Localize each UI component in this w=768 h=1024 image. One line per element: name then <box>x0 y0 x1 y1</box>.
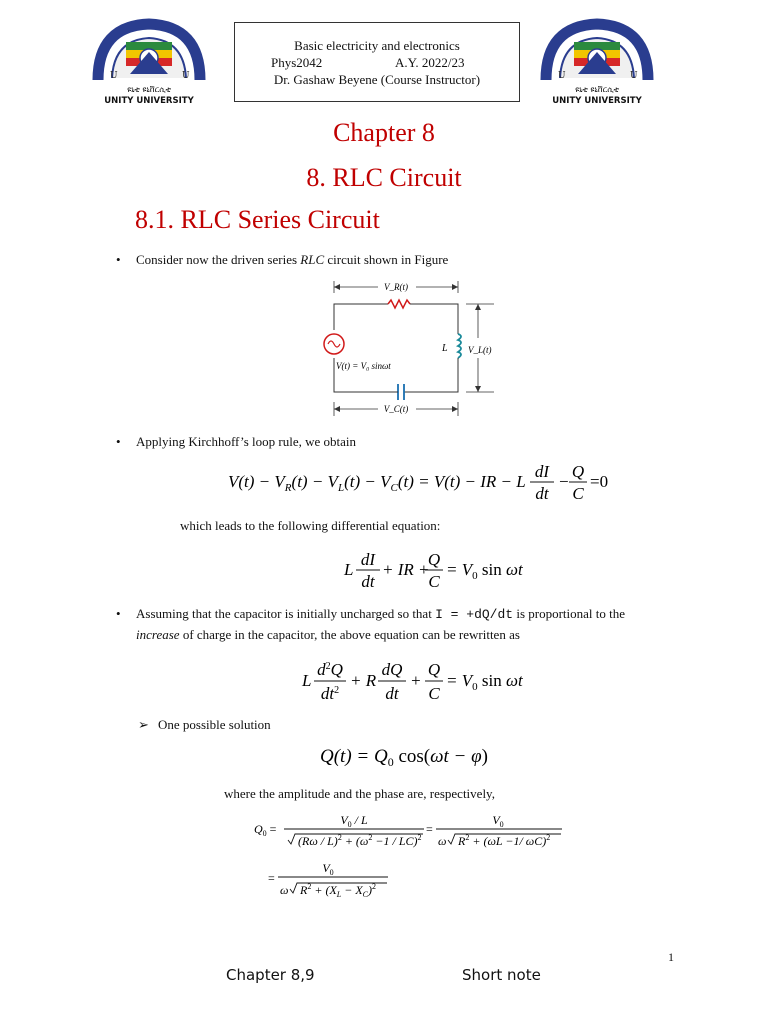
vc-label: V_C(t) <box>383 404 409 414</box>
svg-text:dI: dI <box>534 462 550 481</box>
bullet-icon: • <box>116 434 121 449</box>
bullet-emphasis: RLC <box>300 252 325 267</box>
amplitude-equation <box>250 810 570 904</box>
svg-text:+: + <box>410 671 422 690</box>
svg-text:ዩኒቲ ዩኒቨርሲቲ: ዩኒቲ ዩኒቨርሲቲ <box>575 85 619 94</box>
differential-equation <box>342 546 532 592</box>
svg-text:L: L <box>344 560 354 579</box>
bullet-consider <box>116 250 449 270</box>
resistor-icon <box>388 300 410 308</box>
bullet-text: One possible solution <box>158 717 271 732</box>
svg-text:=: = <box>268 871 275 885</box>
sub-bullet-solution <box>138 715 271 735</box>
svg-text:C: C <box>428 572 440 591</box>
svg-text:+ R: + R <box>350 671 377 690</box>
svg-text:=0: =0 <box>590 472 609 491</box>
chapter-title: 8. RLC Circuit <box>306 163 462 192</box>
course-title: Basic electricity and electronics <box>294 38 460 53</box>
svg-text:Q: Q <box>427 550 441 569</box>
charge-equation <box>300 656 530 706</box>
svg-text:V0: $V_0$ <box>322 861 334 877</box>
course-code: Phys2042 <box>271 55 323 70</box>
vr-label: V_R(t) <box>384 282 408 292</box>
svg-text:Q: Q <box>427 660 441 679</box>
svg-text:= V0 sin ωt: = $V_0$ sin ωt <box>446 671 523 693</box>
svg-text:U: U <box>630 71 638 81</box>
svg-text:UNITY UNIVERSITY: UNITY UNIVERSITY <box>552 96 642 106</box>
page-number: 1 <box>668 950 674 964</box>
svg-text:U: U <box>558 71 566 81</box>
section-heading: 8.1. RLC Series Circuit <box>135 205 380 234</box>
course-instructor: Dr. Gashaw Beyene (Course Instructor) <box>273 72 481 87</box>
university-seal-icon <box>90 18 208 110</box>
kirchhoff-equation <box>224 458 609 504</box>
svg-text:dt: dt <box>535 484 549 503</box>
svg-text:dI: dI <box>360 550 376 569</box>
solution-equation <box>318 738 488 772</box>
bullet-text: Assuming that the capacitor is initially uncharged so that <box>136 606 436 621</box>
svg-text:V0: $V_0$ <box>492 813 504 829</box>
inductor-icon <box>458 334 461 358</box>
bullet-text: of charge in the capacitor, the above equation can be rewritten as <box>179 627 520 642</box>
chapter-heading: Chapter 8 <box>333 118 435 147</box>
svg-text:−: − <box>558 472 570 491</box>
university-seal-icon <box>538 18 656 110</box>
bullet-icon: • <box>116 252 121 267</box>
svg-text:dQ: dQ <box>381 660 403 679</box>
svg-text:C: C <box>572 484 584 503</box>
svg-text:dt: dt <box>385 684 399 703</box>
course-header-box <box>234 22 520 102</box>
svg-text:Q: Q <box>571 462 585 481</box>
university-logo-left <box>90 18 208 110</box>
bullet-text: Applying Kirchhoff’s loop rule, we obtain <box>136 434 356 449</box>
vl-label: V_L(t) <box>468 345 492 355</box>
svg-text:UNITY UNIVERSITY: UNITY UNIVERSITY <box>104 96 194 106</box>
footer-note: Short note <box>462 966 541 984</box>
svg-text:dt2: $dt^2$ <box>320 684 340 703</box>
bullet-kirchhoff <box>116 432 356 452</box>
bullet-text: Consider now the driven series <box>136 252 301 267</box>
academic-year: A.Y. 2022/23 <box>395 55 465 70</box>
inline-formula: I = +dQ/dt <box>435 607 514 622</box>
svg-text:+ IR +: + IR + <box>382 560 430 579</box>
svg-text:U: U <box>182 71 190 81</box>
rlc-circuit-diagram <box>318 278 498 418</box>
arrow-bullet-icon: ➢ <box>138 717 149 732</box>
source-label: V(t) = V₀ sinωt <box>336 361 391 371</box>
svg-text:dt: dt <box>361 572 375 591</box>
bullet-assumption <box>116 604 696 645</box>
inductor-label: L <box>442 343 448 354</box>
svg-text:L: L <box>302 671 312 690</box>
amplitude-text: where the amplitude and the phase are, respectively, <box>224 786 495 801</box>
footer-chapter: Chapter 8,9 <box>226 966 315 984</box>
svg-text:V0 / L: $V_0$ / L <box>340 813 368 829</box>
svg-text:R2 + (ωL −1/ ωC)2: $R^2 + (\omega L -1/$ ωC)$^2$ <box>458 833 551 848</box>
svg-text:U: U <box>110 71 118 81</box>
leads-text: which leads to the following differential equation: <box>180 518 441 533</box>
svg-text:C: C <box>428 684 440 703</box>
svg-text:ω: ω <box>280 883 289 897</box>
svg-text:V(t) − VR(t) − VL(t) − VC(t) =: $V(t) - V_R(t) - V_L(t) - V_C(t) = V(t)$ − IR − L <box>228 472 526 494</box>
svg-text:= V0 sin ωt: = $V_0$ sin ωt <box>446 560 523 582</box>
bullet-text: circuit shown in Figure <box>324 252 449 267</box>
svg-text:=: = <box>426 822 433 836</box>
svg-text:(Rω / L)2 + (ω2 −1 / LC)2: $(R\omega / L)^2 + (\omega^2 -1 / LC)^2$ <box>298 833 422 848</box>
bullet-icon: • <box>116 606 121 621</box>
course-meta-row <box>235 54 519 71</box>
bullet-text: is proportional to the <box>513 606 626 621</box>
university-logo-right <box>538 18 656 110</box>
svg-text:ω: ω <box>438 834 447 848</box>
svg-text:R2 + (XL − XC)2: $R^2 + (X_L - X_C)^2$ <box>300 882 377 899</box>
svg-text:Q(t) = Q0 cos(ωt − φ): $Q(t) = Q_0$ cos(ωt − φ) <box>320 746 488 769</box>
svg-text:d2Q: $d^2Q$ <box>317 660 343 679</box>
svg-text:Q0 =: $Q_0$ = <box>254 822 277 838</box>
bullet-emphasis: increase <box>136 627 180 642</box>
svg-text:ዩኒቲ ዩኒቨርሲቲ: ዩኒቲ ዩኒቨርሲቲ <box>127 85 171 94</box>
